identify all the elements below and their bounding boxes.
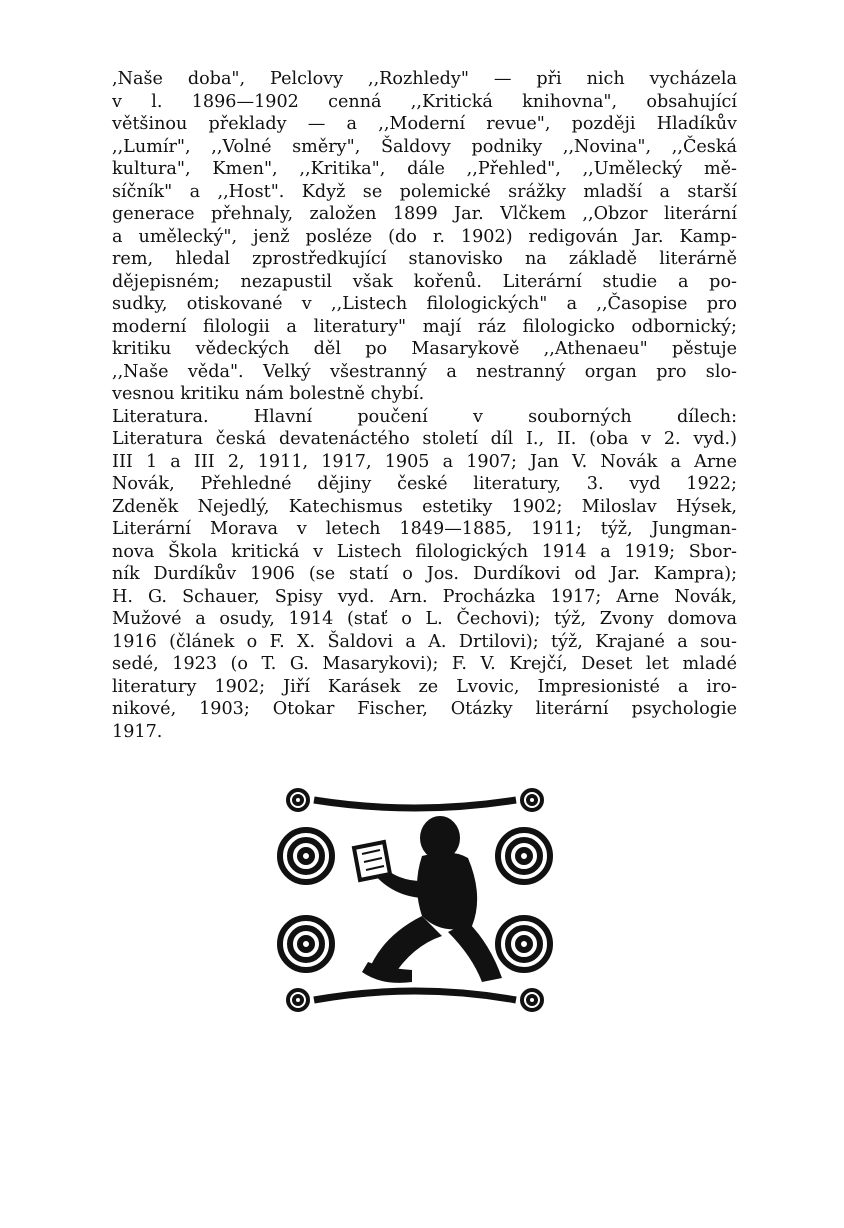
- text-line: rem, hledal zprostředkující stanovisko na základě literárně: [112, 249, 737, 269]
- text-line: a umělecký", jenž posléze (do r. 1902) redigován Jar. Kamp-: [112, 226, 737, 247]
- text-line: většinou překlady — a ,,Moderní revue", později Hladíkův: [112, 114, 737, 134]
- text-line: H. G. Schauer, Spisy vyd. Arn. Procházka 1917; Arne Novák,: [112, 586, 737, 607]
- text-line: Zdeněk Nejedlý, Katechismus estetiky 1902; Miloslav Hýsek,: [112, 496, 737, 517]
- text-line: ,,Naše věda". Velký všestranný a nestranný organ pro slo-: [112, 361, 737, 382]
- text-line: ,Naše doba", Pelclovy ,,Rozhledy" — při nich vycházela: [112, 69, 737, 89]
- text-line: Mužové a osudy, 1914 (stať o L. Čechovi); týž, Zvony domova: [112, 609, 737, 629]
- text-line: III 1 a III 2, 1911, 1917, 1905 a 1907; Jan V. Novák a Arne: [112, 451, 737, 472]
- corner-scrolls: [288, 790, 542, 1010]
- text-line: nikové, 1903; Otokar Fischer, Otázky literární psychologie: [112, 699, 737, 719]
- paragraph-literature: [112, 406, 737, 744]
- text-line: literatury 1902; Jiří Karásek ze Lvovic, Impresionisté a iro-: [112, 676, 737, 697]
- text-line: nova Škola kritická v Listech filologických 1914 a 1919; Sbor-: [112, 541, 737, 562]
- text-line: kultura", Kmen", ,,Kritika", dále ,,Přehled", ,,Umělecký mě-: [112, 159, 737, 179]
- text-line: ník Durdíkův 1906 (se statí o Jos. Durdíkovi od Jar. Kampra);: [112, 564, 737, 584]
- text-line: kritiku vědeckých děl po Masarykově ,,Athenaeu" pěstuje: [112, 339, 737, 359]
- text-line: generace přehnaly, založen 1899 Jar. Vlčkem ,,Obzor literární: [112, 204, 737, 224]
- text-line: Literární Morava v letech 1849—1885, 1911; týž, Jungman-: [112, 519, 737, 539]
- text-line: sudky, otiskované v ,,Listech filologických" a ,,Časopise pro: [112, 294, 737, 314]
- vignette-reading-figure: [272, 786, 558, 1012]
- text-line: v l. 1896—1902 cenná ,,Kritická knihovna", obsahující: [112, 91, 737, 112]
- text-line: ,,Lumír", ,,Volné směry", Šaldovy podniky ,,Novina", ,,Česká: [112, 136, 737, 157]
- text-line: sedé, 1923 (o T. G. Masarykovi); F. V. Krejčí, Deset let mladé: [112, 654, 737, 674]
- text-line: 1917.: [112, 721, 163, 742]
- paragraph-criticism: [112, 68, 737, 406]
- text-line: moderní filologii a literatury" mají ráz filologicko odbornický;: [112, 316, 737, 337]
- text-line: Novák, Přehledné dějiny české literatury, 3. vyd 1922;: [112, 474, 737, 494]
- text-line: vesnou kritiku nám bolestně chybí.: [112, 384, 425, 404]
- text-block: [112, 68, 737, 743]
- text-line: dějepisném; nezapustil však kořenů. Literární studie a po-: [112, 271, 737, 292]
- book-icon: [354, 842, 390, 880]
- text-line: Literatura. Hlavní poučení v souborných dílech:: [112, 406, 737, 427]
- text-line: 1916 (článek o F. X. Šaldovi a A. Drtilovi); týž, Krajané a sou-: [112, 631, 737, 652]
- text-line: síčník" a ,,Host". Když se polemické srážky mladší a starší: [112, 181, 737, 202]
- text-line: Literatura česká devatenáctého století díl I., II. (oba v 2. vyd.): [112, 429, 737, 449]
